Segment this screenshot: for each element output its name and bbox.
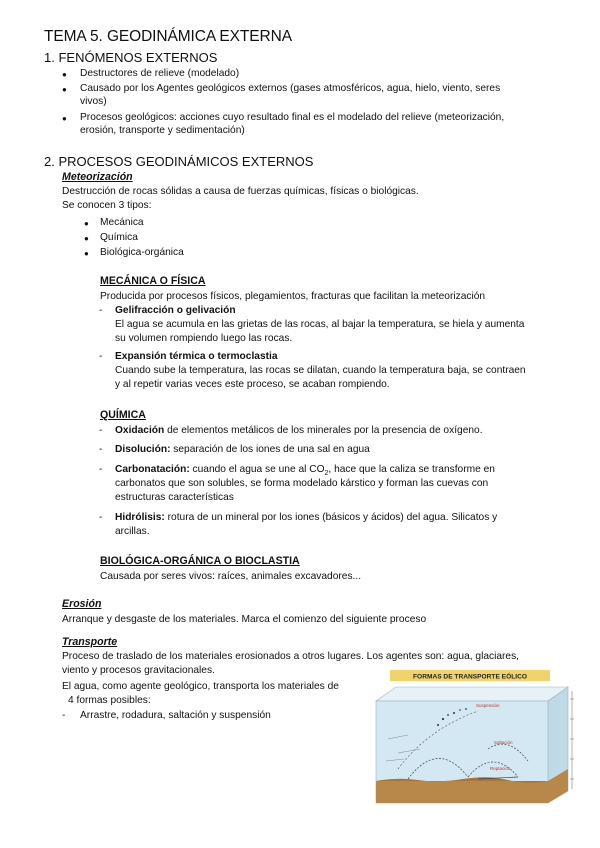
bullet-icon: ● xyxy=(84,249,89,258)
mecanica-title: MECÁNICA O FÍSICA xyxy=(100,275,206,287)
type-item: Biológica-orgánica xyxy=(100,247,184,258)
carbonatacion-text-b: , hace que la caliza se transforme en xyxy=(328,464,495,475)
s1-bullet-3-line-2: erosión, transporte y sedimentación) xyxy=(80,125,245,136)
dash-icon: - xyxy=(99,305,103,316)
s1-bullet-2-line-1: Causado por los Agentes geológicos externos (gases atmosféricos, agua, hielo, viento, seres xyxy=(80,83,501,94)
transporte-line-3: El agua, como agente geológico, transporta los materiales de xyxy=(62,681,339,692)
meteorizacion-desc: Destrucción de rocas sólidas a causa de fuerzas químicas, físicas o biológicas. xyxy=(62,186,419,197)
bullet-icon: ● xyxy=(62,114,67,123)
section-2-heading: 2. PROCESOS GEODINÁMICOS EXTERNOS xyxy=(44,154,314,169)
disolucion-text: separación de los iones de una sal en agua xyxy=(170,444,370,455)
label-creep: Reptación xyxy=(490,766,511,771)
quimica-title: QUÍMICA xyxy=(100,409,146,421)
oxidacion-text: de elementos metálicos de los minerales por la presencia de oxígeno. xyxy=(164,425,483,436)
type-item: Química xyxy=(100,232,138,243)
erosion-desc: Arranque y desgaste de los materiales. Marca el comienzo del siguiente proceso xyxy=(62,614,427,625)
transport-diagram xyxy=(368,669,578,807)
label-saltation: Saltación xyxy=(494,740,513,745)
meteorizacion-title: Meteorización xyxy=(62,171,133,183)
disolucion-item xyxy=(115,443,370,457)
erosion-title: Erosión xyxy=(62,598,102,610)
gelifraccion-title: Gelifracción o gelivación xyxy=(115,305,236,316)
bullet-icon: ● xyxy=(84,219,89,228)
s1-bullet-1: Destructores de relieve (modelado) xyxy=(80,68,240,79)
gelifraccion-line-1: El agua se acumula en las grietas de las rocas, al bajar la temperatura, se hiela y aumenta xyxy=(115,319,525,330)
dash-icon: - xyxy=(99,351,103,362)
co2-subscript: 2 xyxy=(324,470,329,478)
page-title: TEMA 5. GEODINÁMICA EXTERNA xyxy=(44,28,292,45)
bioclastia-desc: Causada por seres vivos: raíces, animales excavadores... xyxy=(100,571,362,582)
s1-bullet-2-line-2: vivos) xyxy=(80,96,107,107)
meteorizacion-types-intro: Se conocen 3 tipos: xyxy=(62,200,152,211)
gelifraccion-line-2: su volumen rompiendo luego las rocas. xyxy=(115,333,293,344)
bullet-icon: ● xyxy=(62,85,67,94)
hidrolisis-term: Hidrólisis: xyxy=(115,512,165,523)
box-top xyxy=(376,687,568,701)
dash-icon: - xyxy=(99,444,103,455)
transporte-title: Transporte xyxy=(62,636,118,648)
carbonatacion-text-a: cuando el agua se une al CO xyxy=(189,464,325,475)
figure-title: FORMAS DE TRANSPORTE EÓLICO xyxy=(413,673,527,681)
dash-icon: - xyxy=(99,512,103,523)
hidrolisis-line-2: arcillas. xyxy=(115,526,150,537)
bullet-icon: ● xyxy=(62,70,67,79)
hidrolisis-text: rotura de un mineral por los iones (básicos y ácidos) del agua. Silicatos y xyxy=(164,512,498,523)
mecanica-desc: Producida por procesos físicos, plegamientos, fracturas que facilitan la meteorización xyxy=(100,291,486,302)
carbonatacion-line-2: carbonatos que son solubles, se forma modelado kárstico y forman las cuevas con xyxy=(115,478,489,489)
bullet-icon: ● xyxy=(84,234,89,243)
termoclastia-line-2: y al repetir varias veces este proceso, se acaban rompiendo. xyxy=(115,379,390,390)
transporte-line-4: 4 formas posibles: xyxy=(68,695,151,706)
dash-icon: - xyxy=(99,464,103,475)
oxidacion-term: Oxidación xyxy=(115,425,165,436)
transporte-line-2: viento y procesos gravitacionales. xyxy=(62,665,215,676)
oxidacion-item xyxy=(115,424,483,438)
carbonatacion-line-3: estructuras características xyxy=(115,492,234,503)
termoclastia-title: Expansión térmica o termoclastia xyxy=(115,351,278,362)
type-item: Mecánica xyxy=(100,217,144,228)
carbonatacion-term: Carbonatación: xyxy=(115,464,190,475)
transporte-line-1: Proceso de traslado de los materiales erosionados a otros lugares. Los agentes son: agua, glaciares, xyxy=(62,651,520,662)
s1-bullet-3-line-1: Procesos geológicos: acciones cuyo resultado final es el modelado del relieve (meteorización, xyxy=(80,112,505,123)
dash-icon: - xyxy=(62,710,66,721)
label-suspension: Suspensión xyxy=(476,703,500,708)
transporte-item: Arrastre, rodadura, saltación y suspensión xyxy=(80,710,271,721)
section-1-heading: 1. FENÓMENOS EXTERNOS xyxy=(44,50,218,65)
disolucion-term: Disolución: xyxy=(115,444,171,455)
bioclastia-title: BIOLÓGICA-ORGÁNICA O BIOCLASTIA xyxy=(100,555,300,567)
dash-icon: - xyxy=(99,425,103,436)
transport-figure xyxy=(368,669,578,807)
hidrolisis-line-1 xyxy=(115,511,497,525)
termoclastia-line-1: Cuando sube la temperatura, las rocas se dilatan, cuando la temperatura baja, se contraen xyxy=(115,365,526,376)
